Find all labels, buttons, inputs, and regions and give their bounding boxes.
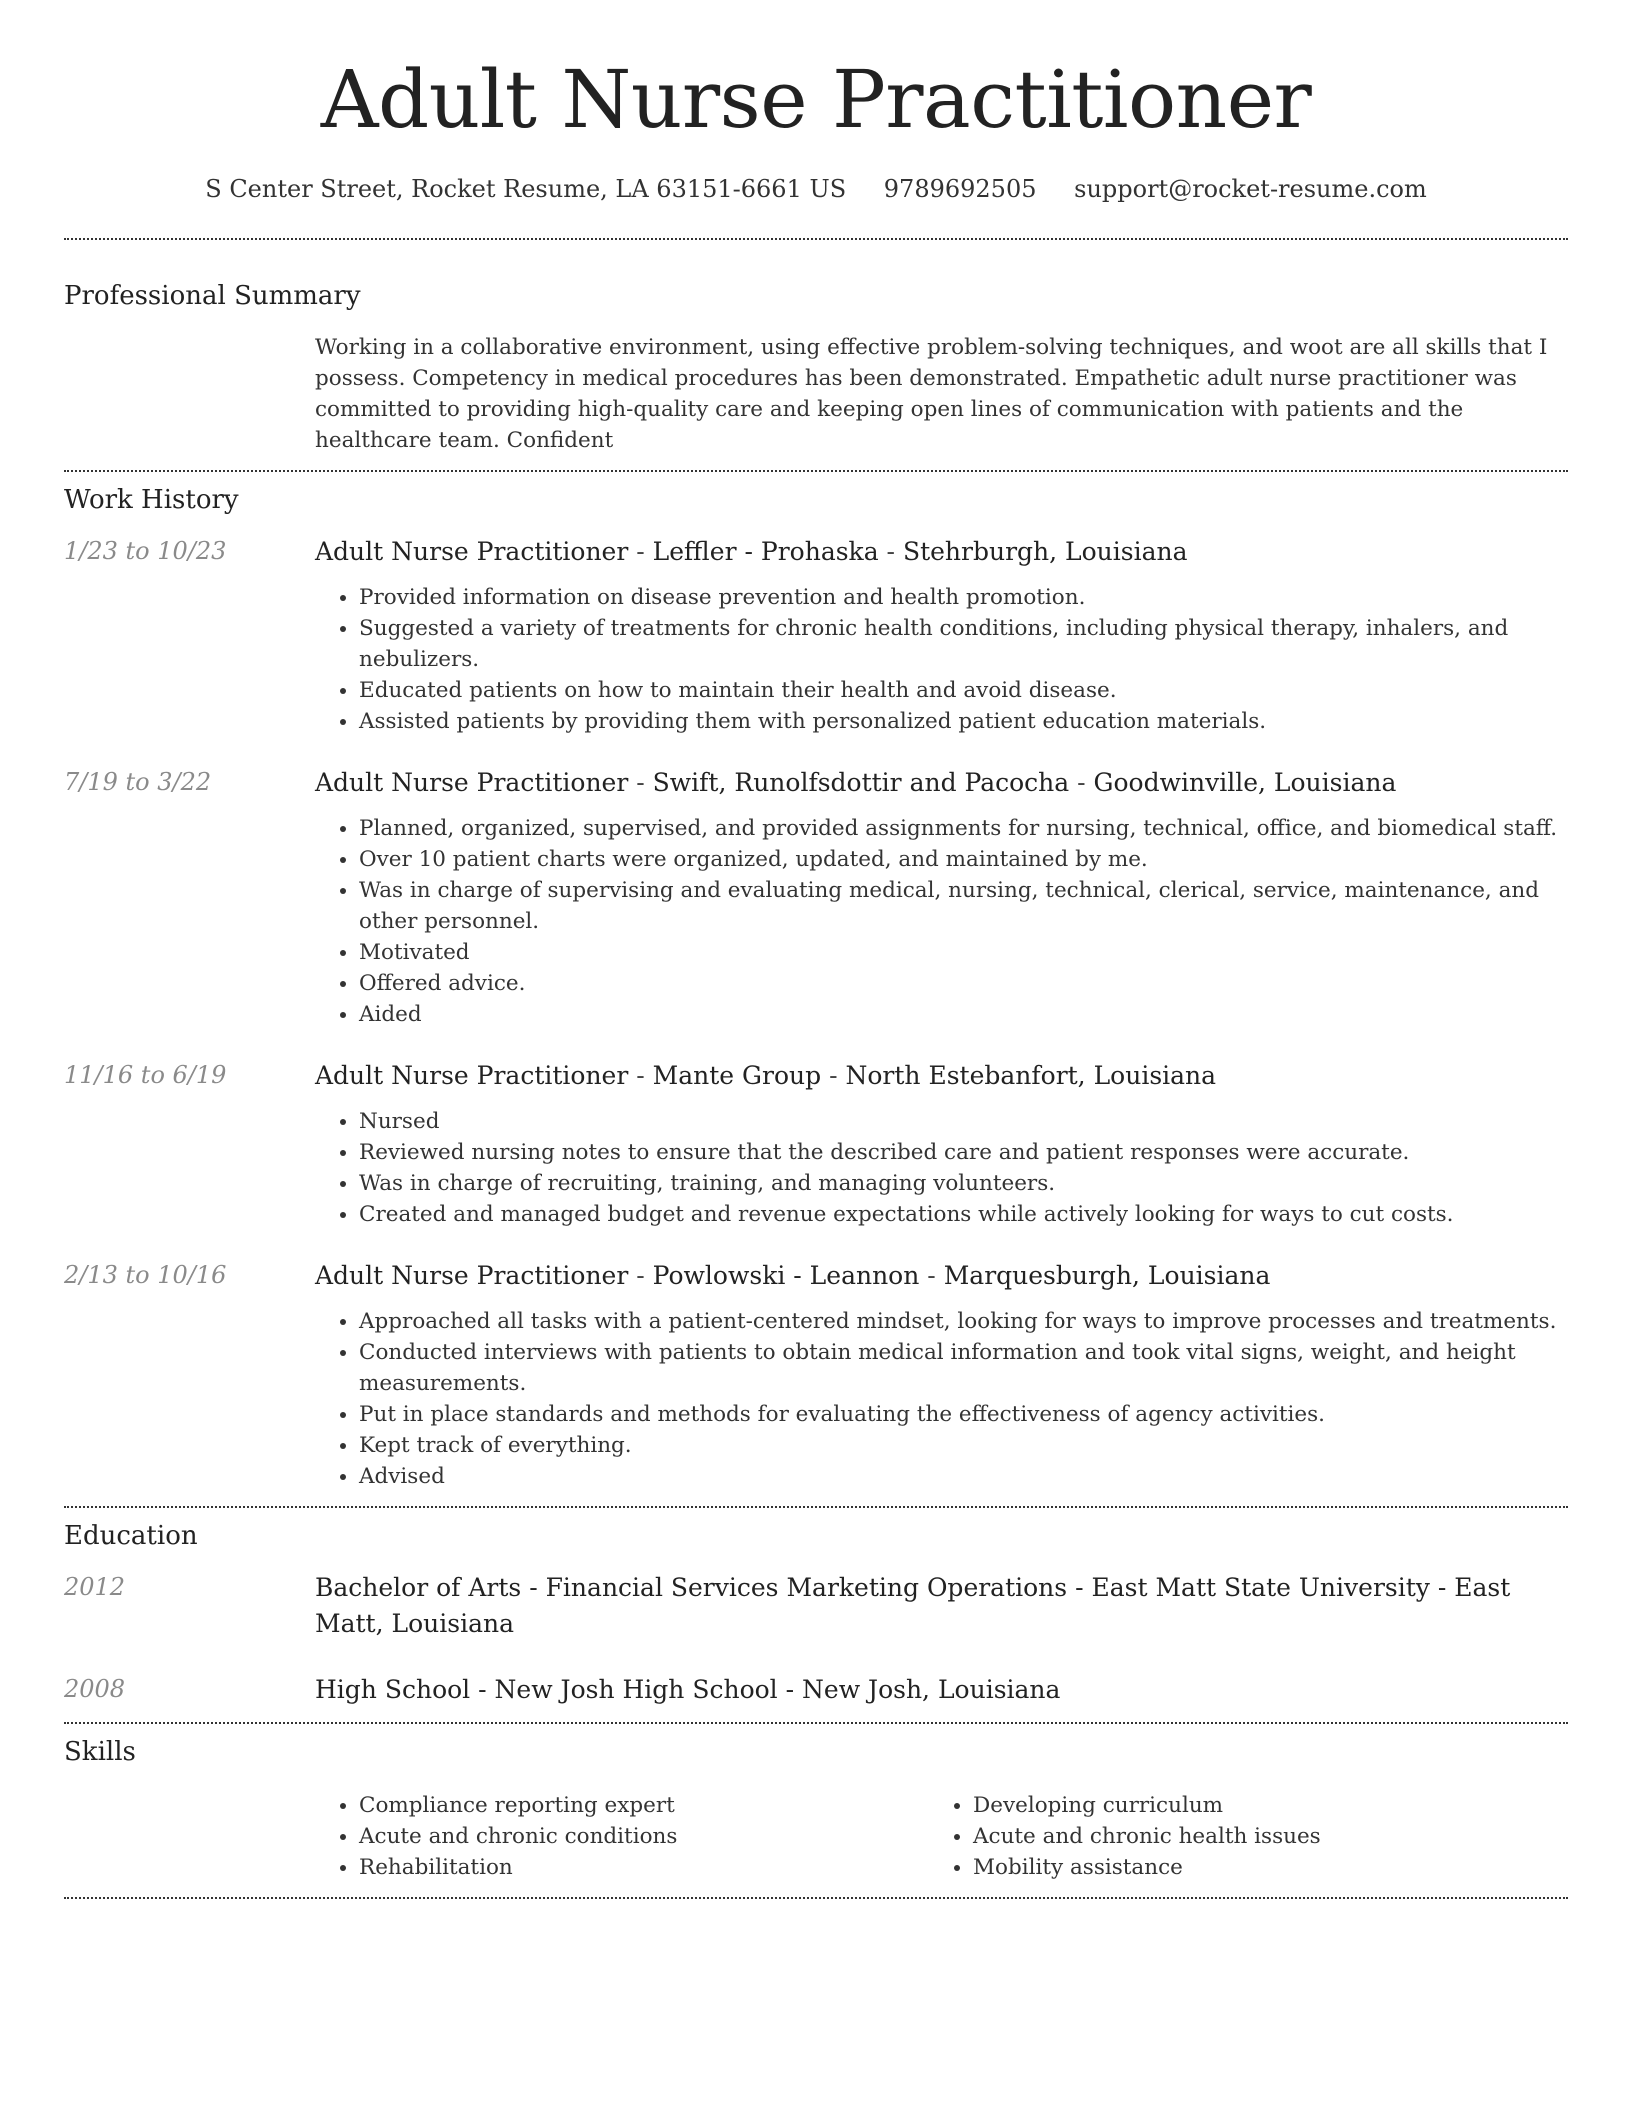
job-bullets: [315, 1306, 1568, 1492]
list-item: • Educated patients on how to maintain their health and avoid disease.: [359, 675, 1568, 706]
contact-email: support@rocket-resume.com: [1074, 175, 1427, 203]
job-bullets: [315, 813, 1568, 1030]
job-body: [315, 534, 1568, 737]
section-title-work-history: Work History: [64, 485, 239, 515]
job-heading: [315, 1058, 1568, 1094]
spacer: [64, 1708, 1568, 1722]
skill-item: • Compliance reporting expert: [359, 1790, 929, 1821]
job-entry: [64, 765, 1568, 1030]
divider: [64, 1506, 1568, 1508]
contact-line: [64, 174, 1568, 204]
job-employer: Powlowski - Leannon: [652, 1261, 920, 1290]
candidate-name: Adult Nurse Practitioner: [320, 53, 1312, 146]
list-item: • Provided information on disease prevention and health promotion.: [359, 582, 1568, 613]
list-item: • Reviewed nursing notes to ensure that the described care and patient responses were accurate.: [359, 1137, 1568, 1168]
work-history-list: [64, 534, 1568, 1506]
skill-item: • Acute and chronic conditions: [359, 1821, 929, 1852]
job-role: Adult Nurse Practitioner: [315, 537, 629, 566]
list-item: • Kept track of everything.: [359, 1430, 1568, 1461]
list-item: • Advised: [359, 1461, 1568, 1492]
list-item: • Nursed: [359, 1106, 1568, 1137]
skill-item: • Developing curriculum: [973, 1790, 1543, 1821]
education-list: [64, 1570, 1568, 1722]
skill-item: • Rehabilitation: [359, 1852, 929, 1883]
section-title-summary: Professional Summary: [64, 281, 361, 311]
job-employer: Swift, Runolfsdottir and Pacocha: [652, 768, 1070, 797]
job-body: [315, 1258, 1568, 1492]
separator: -: [777, 1675, 803, 1704]
list-item: • Suggested a variety of treatments for chronic health conditions, including physical therapy, inhalers, and nebulizers.: [359, 613, 1568, 675]
list-item: • Was in charge of supervising and evaluating medical, nursing, technical, clerical, service, maintenance, and other personnel.: [359, 875, 1568, 937]
job-employer: Mante Group: [652, 1061, 822, 1090]
list-item: • Created and managed budget and revenue expectations while actively looking for ways to cut costs.: [359, 1199, 1568, 1230]
job-dates: 7/19 to 3/22: [64, 768, 212, 796]
list-item: • Approached all tasks with a patient-centered mindset, looking for ways to improve processes and treatments.: [359, 1306, 1568, 1337]
separator: -: [470, 1675, 495, 1704]
job-heading: [315, 1258, 1568, 1294]
job-entry: [64, 1058, 1568, 1230]
education-location: East Matt, Louisiana: [315, 1573, 1511, 1638]
education-degree: Bachelor of Arts - Financial Services Marketing Operations: [315, 1573, 1068, 1602]
job-role: Adult Nurse Practitioner: [315, 768, 629, 797]
divider: [64, 470, 1568, 472]
education-entry: [64, 1672, 1568, 1708]
job-location: Marquesburgh, Louisiana: [943, 1261, 1271, 1290]
skills-list-left: [315, 1790, 929, 1883]
job-entry: [64, 1258, 1568, 1492]
separator: -: [628, 1261, 653, 1290]
job-role: Adult Nurse Practitioner: [315, 1261, 629, 1290]
skills-columns: [315, 1790, 1568, 1897]
contact-address: S Center Street, Rocket Resume, LA 63151-6661 US: [205, 175, 847, 203]
summary-text: Working in a collaborative environment, using effective problem-solving techniques, and woot are all skills that I possess. Competency in medical procedures has been demonstrated. Empathetic adult nurse practitioner was committed to providing high-quality care and keeping open lines of communication with patients and the healthcare team. Confident: [315, 335, 1548, 453]
contact-phone: 9789692505: [883, 175, 1037, 203]
job-dates: 2/13 to 10/16: [64, 1261, 227, 1289]
job-location: Goodwinville, Louisiana: [1093, 768, 1397, 797]
skill-item: • Mobility assistance: [973, 1852, 1543, 1883]
separator: -: [878, 537, 903, 566]
job-location: North Estebanfort, Louisiana: [845, 1061, 1217, 1090]
list-item: • Aided: [359, 999, 1568, 1030]
job-bullets: [315, 582, 1568, 737]
separator: -: [628, 768, 653, 797]
list-item: • Assisted patients by providing them with personalized patient education materials.: [359, 706, 1568, 737]
section-title-education: Education: [64, 1521, 198, 1551]
divider: [64, 1722, 1568, 1724]
separator: -: [1067, 1573, 1092, 1602]
spacer: [64, 1492, 1568, 1506]
separator: -: [1069, 768, 1094, 797]
divider: [64, 1897, 1568, 1899]
section-title-skills: Skills: [64, 1737, 136, 1767]
job-body: [315, 765, 1568, 1030]
job-heading: [315, 534, 1568, 570]
list-item: • Over 10 patient charts were organized, updated, and maintained by me.: [359, 844, 1568, 875]
separator: -: [628, 537, 653, 566]
education-location: New Josh, Louisiana: [802, 1675, 1061, 1704]
skills-list-right: [929, 1790, 1543, 1883]
job-dates: 11/16 to 6/19: [64, 1061, 227, 1089]
job-role: Adult Nurse Practitioner: [315, 1061, 629, 1090]
job-heading: [315, 765, 1568, 801]
education-heading: [315, 1570, 1568, 1642]
list-item: • Was in charge of recruiting, training, and managing volunteers.: [359, 1168, 1568, 1199]
divider: [64, 238, 1568, 240]
list-item: • Offered advice.: [359, 968, 1568, 999]
list-item: • Put in place standards and methods for evaluating the effectiveness of agency activities.: [359, 1399, 1568, 1430]
separator: -: [1429, 1573, 1455, 1602]
separator: -: [628, 1061, 653, 1090]
education-school: East Matt State University: [1091, 1573, 1430, 1602]
education-entry: [64, 1570, 1568, 1642]
job-bullets: [315, 1106, 1568, 1230]
education-school: New Josh High School: [494, 1675, 778, 1704]
job-entry: [64, 534, 1568, 737]
education-degree: High School: [315, 1675, 471, 1704]
separator: -: [821, 1061, 846, 1090]
list-item: • Planned, organized, supervised, and provided assignments for nursing, technical, office, and biomedical staff.: [359, 813, 1568, 844]
list-item: • Motivated: [359, 937, 1568, 968]
job-body: [315, 1058, 1568, 1230]
education-year: 2008: [64, 1675, 126, 1703]
job-location: Stehrburgh, Louisiana: [902, 537, 1188, 566]
separator: -: [919, 1261, 944, 1290]
job-dates: 1/23 to 10/23: [64, 537, 227, 565]
skill-item: • Acute and chronic health issues: [973, 1821, 1543, 1852]
education-year: 2012: [64, 1573, 126, 1601]
list-item: • Conducted interviews with patients to obtain medical information and took vital signs, weight, and height measurements.: [359, 1337, 1568, 1399]
education-heading: [315, 1672, 1568, 1708]
job-employer: Leffler - Prohaska: [652, 537, 879, 566]
